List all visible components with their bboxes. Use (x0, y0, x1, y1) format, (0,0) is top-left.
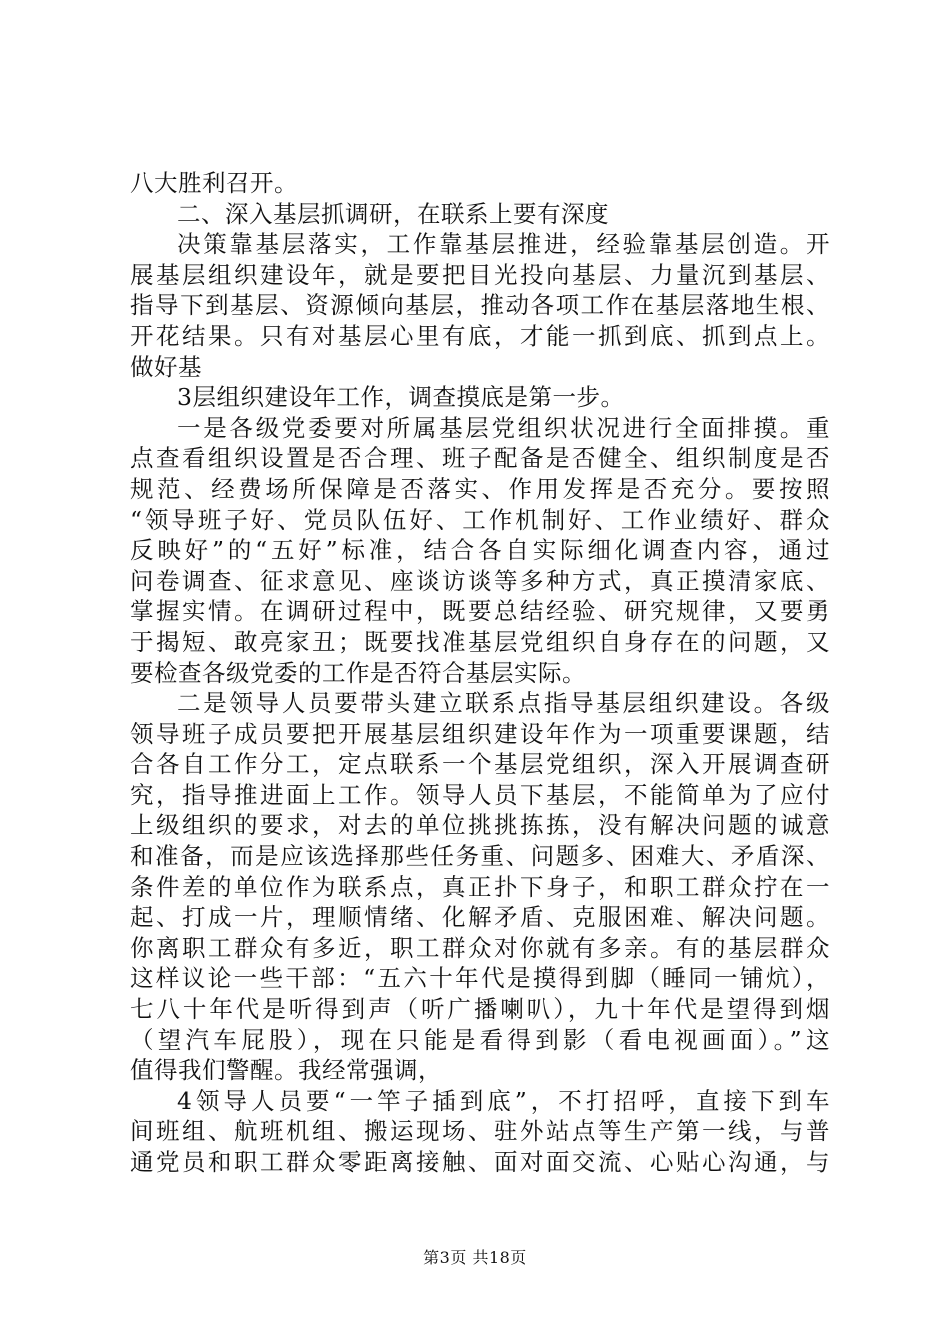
text-line: 点查看组织设置是否合理、班子配备是否健全、组织制度是否 (130, 444, 830, 473)
text-line: 上级组织的要求，对去的单位挑挑拣拣，没有解决问题的诚意 (130, 811, 830, 840)
text-line: 做好基 (130, 352, 202, 381)
text-line: “领导班子好、党员队伍好、工作机制好、工作业绩好、群众 (130, 505, 830, 534)
text-line: （望汽车屁股），现在只能是看得到影（看电视画面）。”这 (130, 1025, 830, 1054)
text-line: 决策靠基层落实，工作靠基层推进，经验靠基层创造。开 (177, 230, 830, 259)
text-line: 间班组、航班机组、搬运现场、驻外站点等生产第一线，与普 (130, 1117, 830, 1146)
text-line: 领导班子成员要把开展基层组织建设年作为一项重要课题，结 (130, 719, 830, 748)
text-line: 3层组织建设年工作，调查摸底是第一步。 (177, 383, 625, 412)
page-number-label: 第3页 共18页 (423, 1248, 527, 1267)
text-line: 反映好”的“五好”标准，结合各自实际细化调查内容，通过 (130, 536, 830, 565)
document-body (130, 168, 830, 1178)
text-line: 这样议论一些干部：“五六十年代是摸得到脚（睡同一铺炕）， (130, 964, 830, 993)
text-line: 条件差的单位作为联系点，真正扑下身子，和职工群众拧在一 (130, 872, 830, 901)
text-line: 起、打成一片，理顺情绪、化解矛盾、克服困难、解决问题。 (130, 903, 830, 932)
text-line: 八大胜利召开。 (130, 169, 298, 197)
text-line: 规范、经费场所保障是否落实、作用发挥是否充分。要按照 (130, 474, 830, 503)
text-line: 一是各级党委要对所属基层党组织状况进行全面排摸。重 (177, 413, 830, 442)
page-footer (0, 1245, 950, 1268)
text-line: 于揭短、敢亮家丑；既要找准基层党组织自身存在的问题，又 (130, 627, 830, 656)
text-line: 合各自工作分工，定点联系一个基层党组织，深入开展调查研 (130, 750, 830, 779)
text-line: 通党员和职工群众零距离接触、面对面交流、心贴心沟通，与 (130, 1148, 830, 1176)
text-line: 七八十年代是听得到声（听广播喇叭），九十年代是望得到烟 (130, 995, 830, 1024)
text-line: 究，指导推进面上工作。领导人员下基层，不能简单为了应付 (130, 780, 830, 809)
text-line: 开花结果。只有对基层心里有底，才能一抓到底、抓到点上。 (130, 321, 830, 350)
text-line: 你离职工群众有多近，职工群众对你就有多亲。有的基层群众 (130, 933, 830, 962)
text-line: 二是领导人员要带头建立联系点指导基层组织建设。各级 (177, 689, 830, 718)
text-line: 二、深入基层抓调研，在联系上要有深度 (177, 199, 609, 228)
text-line: 展基层组织建设年，就是要把目光投向基层、力量沉到基层、 (130, 260, 830, 289)
text-line: 指导下到基层、资源倾向基层，推动各项工作在基层落地生根、 (130, 291, 830, 320)
text-line: 4领导人员要“一竿子插到底”，不打招呼，直接下到车 (177, 1086, 830, 1115)
text-line: 值得我们警醒。我经常强调， (130, 1056, 442, 1085)
text-line: 问卷调查、征求意见、座谈访谈等多种方式，真正摸清家底、 (130, 566, 830, 595)
text-line: 要检查各级党委的工作是否符合基层实际。 (130, 658, 586, 687)
text-line: 和准备，而是应该选择那些任务重、问题多、困难大、矛盾深、 (130, 842, 830, 871)
text-line: 掌握实情。在调研过程中，既要总结经验、研究规律，又要勇 (130, 597, 830, 626)
